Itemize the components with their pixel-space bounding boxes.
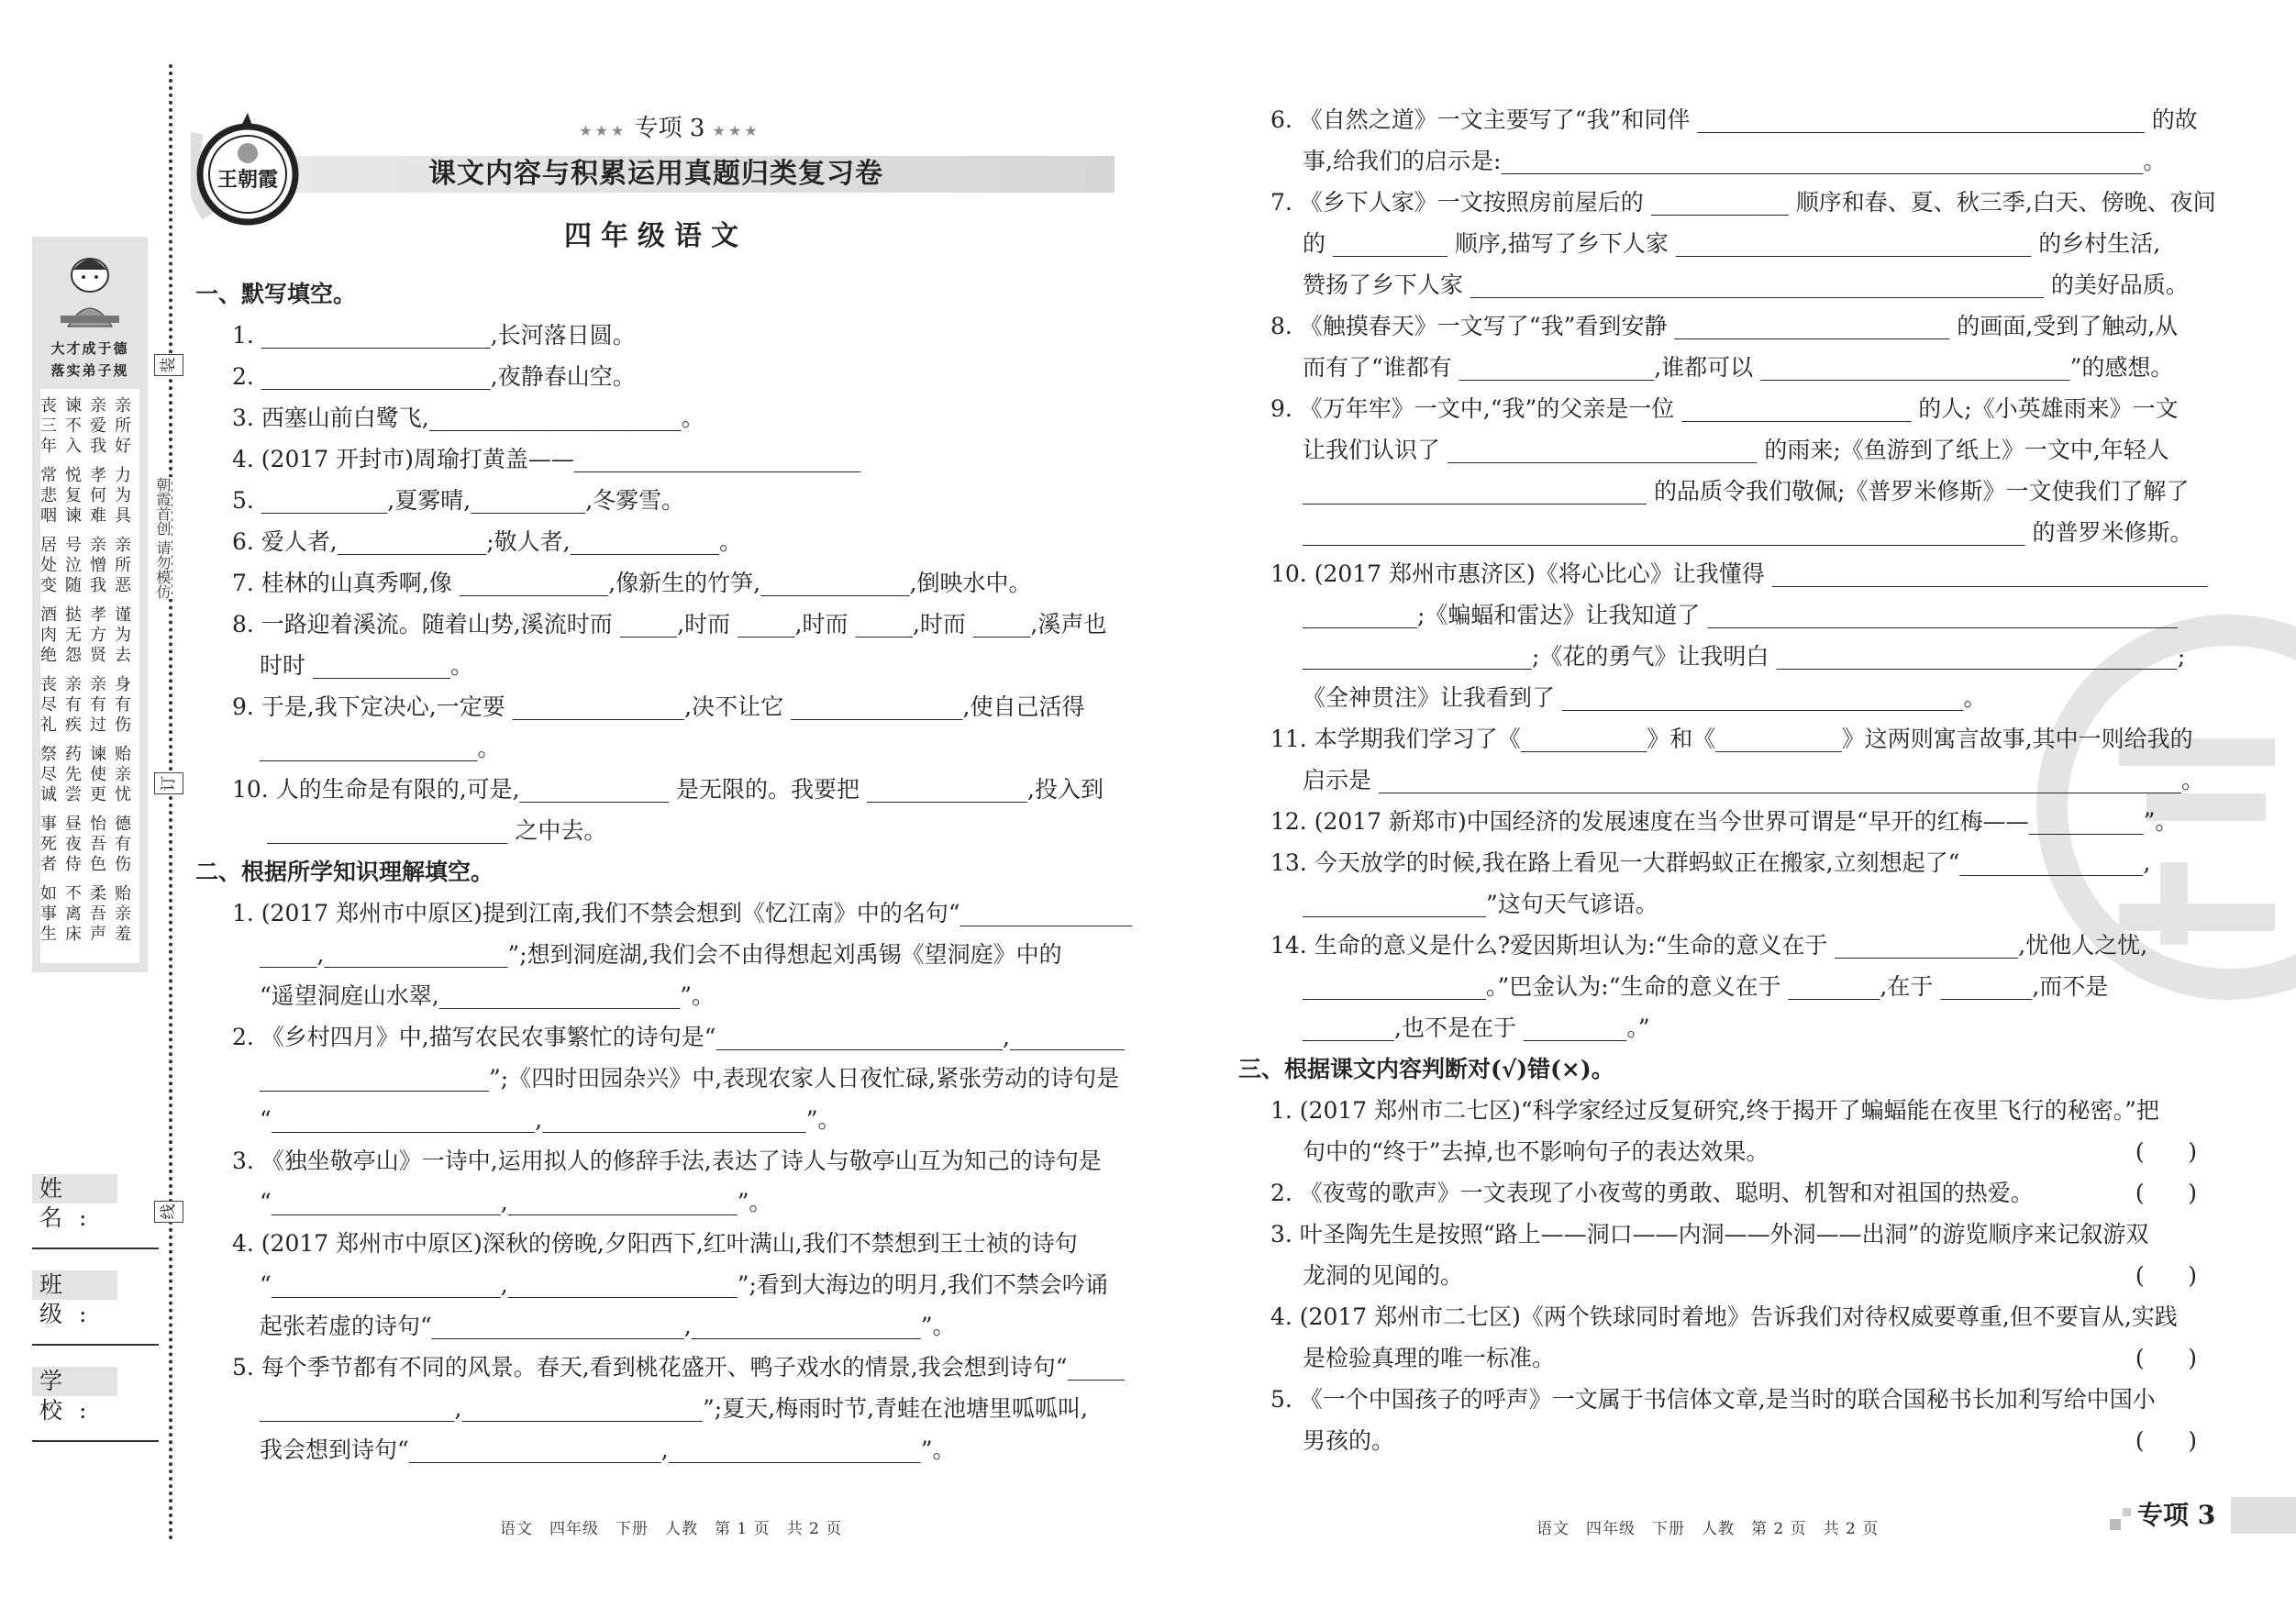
- question-line: [1238, 1379, 2197, 1420]
- question-text: 4. (2017 开封市)周瑜打黄盖——_________________________: [232, 446, 861, 472]
- question-line: [195, 356, 1159, 397]
- verse-row: 死夜吾有: [40, 835, 139, 854]
- question-text: “遥望洞庭山水翠,_____________________”。: [260, 982, 715, 1009]
- verse-row: 肉无方为: [40, 626, 139, 645]
- question-line: [1238, 182, 2216, 223]
- question-line: [195, 1140, 1159, 1181]
- class-label: 班级:: [32, 1270, 117, 1300]
- verse-row: 丧谏亲亲: [40, 396, 139, 416]
- question-text: _______________________________________________________________ 的普罗米修斯。: [1303, 519, 2193, 546]
- question-text: 6. 爱人者,_____________;敬人者,_____________。: [232, 528, 743, 555]
- question-line: [1238, 1172, 2197, 1214]
- question-text: 二、根据所学知识理解填空。: [195, 859, 494, 885]
- question-text: 6. 《自然之道》一文主要写了“我”和同伴 _______________________________________ 的故: [1270, 106, 2198, 133]
- question-text: 3. 西塞山前白鹭飞,______________________。: [232, 405, 704, 431]
- question-line: [1238, 553, 2208, 594]
- wangzhaoxia-logo: [191, 105, 310, 234]
- question-text: 11. 本学期我们学习了《___________》和《___________》这两则寓言故事,其中一则给我的: [1270, 726, 2193, 752]
- question-line: [195, 604, 1159, 645]
- question-text: ______________________________ 的品质令我们敬佩;《普罗米修斯》一文使我们了解了: [1303, 478, 2190, 505]
- question-text: 三、根据课文内容判断对(√)错(×)。: [1238, 1056, 1614, 1082]
- series-tab: [2110, 1497, 2296, 1534]
- question-line: [1238, 429, 2197, 471]
- question-line: [195, 769, 1159, 810]
- question-line: [195, 686, 1159, 727]
- question-line: [195, 1388, 1159, 1429]
- question-line: [1238, 388, 2197, 429]
- stars-left: ★★★: [579, 122, 627, 139]
- verse-block: [40, 884, 139, 945]
- question-line: [1238, 1007, 2197, 1048]
- question-text: 8. 一路迎着溪流。随着山势,溪流时而 _____,时而 _____,时而 _____,时而 _____,溪声也: [232, 611, 1107, 638]
- question-line: [195, 934, 1159, 975]
- question-line: [1238, 801, 2197, 842]
- question-line: [1238, 1337, 2197, 1379]
- question-text: 9. 《万年牢》一文中,“我”的父亲是一位 ____________________ 的人;《小英雄雨来》一文: [1270, 395, 2179, 422]
- page-title: 课文内容与积累运用真题归类复习卷: [428, 158, 883, 190]
- svg-text:王朝霞: 王朝霞: [216, 168, 279, 192]
- question-line: [1238, 636, 2197, 677]
- verse-row: 生床声羞: [40, 925, 139, 944]
- answer-parentheses[interactable]: ( ): [2135, 1138, 2197, 1165]
- question-text: 是检验真理的唯一标准。: [1303, 1345, 1556, 1371]
- school-label: 学校:: [32, 1367, 117, 1396]
- verse-block: [40, 605, 139, 666]
- question-text: “____________________,____________________”;看到大海边的明月,我们不禁会吟诵: [260, 1271, 1108, 1298]
- question-line: [1238, 718, 2197, 760]
- name-field[interactable]: [32, 1248, 159, 1249]
- question-line: [195, 893, 1159, 934]
- question-text: 5. 每个季节都有不同的风景。春天,看到桃花盛开、鸭子戏水的情景,我会想到诗句“_____: [232, 1354, 1125, 1381]
- question-text: 让我们认识了 ___________________________ 的雨来;《鱼游到了纸上》一文中,年轻人: [1303, 437, 2169, 463]
- sidebar-heading-1: 大才成于德: [50, 340, 129, 357]
- question-text: 8. 《触摸春天》一文写了“我”看到安静 ________________________ 的画面,受到了触动,从: [1270, 313, 2179, 339]
- verse-block: [40, 466, 139, 527]
- grade-subject: 四年级语文: [564, 220, 748, 252]
- verse-row: 酒挞孝谨: [40, 605, 139, 625]
- question-line: [195, 1223, 1159, 1264]
- question-text: 2. ____________________,夜静春山空。: [232, 363, 636, 390]
- question-line: [1238, 925, 2197, 966]
- question-line: [195, 1347, 1159, 1388]
- question-line: [1238, 842, 2197, 883]
- question-line: [1238, 1131, 2197, 1172]
- verse-block: [40, 745, 139, 805]
- right-question-column: [1238, 99, 2216, 1461]
- stars-right: ★★★: [712, 122, 760, 139]
- question-line: [1238, 1296, 2197, 1337]
- question-text: ________________。”巴金认为:“生命的意义在于 ________,在于 ________,而不是: [1303, 973, 2109, 1000]
- question-line: [195, 810, 1159, 851]
- question-text: 句中的“终于”去掉,也不影响句子的表达效果。: [1303, 1138, 1769, 1165]
- question-text: 的 __________ 顺序,描写了乡下人家 _______________________________ 的乡村生活,: [1303, 230, 2161, 257]
- question-line: [1238, 677, 2197, 718]
- question-text: 1. ____________________,长河落日圆。: [232, 322, 636, 349]
- question-text: 4. (2017 郑州市中原区)深秋的傍晚,夕阳西下,红叶满山,我们不禁想到王士祯的诗句: [232, 1230, 1078, 1257]
- verse-row: 悲复何为: [40, 486, 139, 505]
- verse-block: [40, 675, 139, 736]
- binding-mark-zhuang: 装: [154, 354, 183, 376]
- question-text: _____________________ 之中去。: [260, 817, 607, 844]
- verse-block: [40, 815, 139, 875]
- series-tab-label: 专项 3: [2137, 1500, 2216, 1530]
- verse-row: 事昼怡德: [40, 815, 139, 834]
- question-line: [195, 1099, 1159, 1140]
- question-text: 13. 今天放学的时候,我在路上看见一大群蚂蚁正在搬家,立刻想起了“________________,: [1270, 849, 2151, 876]
- section-heading: [195, 851, 1159, 893]
- question-text: 事,给我们的启示是:________________________________________________________。: [1303, 148, 2167, 174]
- question-text: 1. (2017 郑州市二七区)“科学家经过反复研究,终于揭开了蝙蝠能在夜里飞行的秘密。”把: [1270, 1097, 2159, 1124]
- question-text: 起张若虚的诗句“______________________,____________________”。: [260, 1313, 956, 1339]
- question-text: 14. 生命的意义是什么?爱因斯坦认为:“生命的意义在于 ________________,忧他人之忧,: [1270, 932, 2148, 959]
- answer-parentheses[interactable]: ( ): [2135, 1345, 2197, 1371]
- verse-row: 咽谏难具: [40, 506, 139, 526]
- question-text: 启示是 ______________________________________________________________________。: [1303, 767, 2204, 793]
- question-line: [1238, 1090, 2197, 1131]
- verse-block: [40, 536, 139, 596]
- question-text: _____,________________”;想到洞庭湖,我们会不由得想起刘禹锡《望洞庭》中的: [260, 941, 1062, 968]
- verse-row: 如不柔贻: [40, 884, 139, 904]
- question-line: [195, 1058, 1159, 1099]
- question-line: [195, 1016, 1159, 1058]
- question-text: 3. 《独坐敬亭山》一诗中,运用拟人的修辞手法,表达了诗人与敬亭山互为知己的诗句是: [232, 1148, 1102, 1174]
- question-text: ________,也不是在于 _________。”: [1303, 1015, 1650, 1041]
- question-text: 男孩的。: [1303, 1427, 1395, 1454]
- dizigui-sidebar: [32, 237, 148, 972]
- question-text: ____________________”;《四时田园杂兴》中,表现农家人日夜忙碌,紧张劳动的诗句是: [260, 1065, 1120, 1092]
- answer-parentheses[interactable]: ( ): [2135, 1180, 2197, 1206]
- question-line: [195, 1181, 1159, 1223]
- question-line: [195, 645, 1159, 686]
- question-line: [195, 727, 1159, 769]
- question-text: 《全神贯注》让我看到了 ___________________________________。: [1303, 684, 1987, 711]
- question-line: [195, 1429, 1159, 1470]
- question-line: [1238, 760, 2204, 801]
- question-line: [195, 315, 1159, 356]
- section-heading: [195, 273, 1159, 315]
- class-field[interactable]: [32, 1344, 159, 1346]
- left-question-column: [195, 273, 1159, 1470]
- binding-mark-ding: 订: [154, 772, 183, 794]
- question-text: 12. (2017 新郑市)中国经济的发展速度在当今世界可谓是“早开的红梅——__________”。: [1270, 808, 2179, 835]
- question-line: [1238, 347, 2197, 388]
- question-text: 2. 《乡村四月》中,描写农民农事繁忙的诗句是“_________________________,__________: [232, 1024, 1125, 1050]
- question-line: [195, 562, 1159, 604]
- question-text: “____________________,____________________”。: [260, 1189, 772, 1215]
- verse-row: 尽先使亲: [40, 765, 139, 784]
- verse-row: 诚尝更忧: [40, 785, 139, 804]
- question-text: “_______________________,_______________________”。: [260, 1106, 841, 1133]
- question-line: [195, 975, 1159, 1016]
- question-line: [1238, 305, 2197, 347]
- verse-row: 者侍色伤: [40, 855, 139, 874]
- question-line: [1238, 1255, 2197, 1296]
- verse-row: 常悦孝力: [40, 466, 139, 485]
- question-text: 时时 ____________。: [260, 652, 473, 679]
- question-line: [1238, 1214, 2197, 1255]
- verse-row: 丧亲亲身: [40, 675, 139, 694]
- question-line: [1238, 264, 2197, 305]
- question-line: [1238, 140, 2197, 182]
- question-text: ____________________;《花的勇气》让我明白 ___________________________________;: [1303, 643, 2186, 670]
- verse-row: 年入我好: [40, 437, 139, 456]
- question-text: ________________”这句天气谚语。: [1303, 891, 1658, 917]
- verse-block: [40, 396, 139, 457]
- question-line: [1238, 594, 2197, 636]
- sidebar-heading-2: 落实弟子规: [50, 362, 129, 379]
- question-text: 5. ___________,夏雾晴,__________,冬雾雪。: [232, 487, 685, 514]
- question-text: 7. 桂林的山真秀啊,像 _____________,像新生的竹笋,_____________,倒映水中。: [232, 570, 1032, 596]
- question-text: 5. 《一个中国孩子的呼声》一文属于书信体文章,是当时的联合国秘书长加利写给中国小: [1270, 1386, 2156, 1413]
- name-label: 姓名:: [32, 1174, 117, 1203]
- question-line: [195, 1305, 1159, 1347]
- question-text: _________________,_____________________”;夏天,梅雨时节,青蛙在池塘里呱呱叫,: [260, 1395, 1088, 1422]
- question-text: 而有了“谁都有 _________________,谁都可以 ___________________________”的感想。: [1303, 354, 2174, 381]
- question-line: [195, 521, 1159, 562]
- series-label: [385, 113, 954, 147]
- question-text: __________;《蝙蝠和雷达》让我知道了 _________________________________________: [1303, 602, 2178, 628]
- question-line: [195, 438, 1159, 480]
- question-line: [1238, 512, 2197, 553]
- footer-page-2: 语文 四年级 下册 人教 第 2 页 共 2 页: [1536, 1520, 1880, 1538]
- question-line: [1238, 471, 2197, 512]
- question-text: 赞扬了乡下人家 __________________________________________________ 的美好品质。: [1303, 272, 2189, 298]
- verse-row: 绝怨贤去: [40, 646, 139, 665]
- verse-row: 事离吾亲: [40, 904, 139, 924]
- question-line: [1238, 223, 2197, 264]
- binding-mark-xian: 线: [154, 1201, 183, 1223]
- verse-row: 祭药谏贻: [40, 745, 139, 764]
- verse-row: 礼疾过伤: [40, 715, 139, 735]
- school-field[interactable]: [32, 1440, 159, 1442]
- footer-page-1: 语文 四年级 下册 人教 第 1 页 共 2 页: [500, 1520, 843, 1538]
- question-text: 9. 于是,我下定决心,一定要 _______________,决不让它 _______________,使自己活得: [232, 693, 1085, 720]
- verse-row: 变随我恶: [40, 576, 139, 595]
- question-text: 1. (2017 郑州市中原区)提到江南,我们不禁会想到《忆江南》中的名句“_______________: [232, 900, 1133, 926]
- question-text: 3. 叶圣陶先生是按照“路上——洞口——内洞——外洞——出洞”的游览顺序来记叙游双: [1270, 1221, 2149, 1248]
- question-text: 我会想到诗句“______________________,______________________”。: [260, 1436, 956, 1463]
- question-text: 10. (2017 郑州市惠济区)《将心比心》让我懂得 ______________________________________: [1270, 560, 2208, 587]
- verse-row: 三不爱所: [40, 416, 139, 436]
- question-line: [195, 1264, 1159, 1305]
- dizigui-verses: [40, 389, 139, 963]
- question-text: 10. 人的生命是有限的,可是,_____________ 是无限的。我要把 ______________,投入到: [232, 776, 1104, 803]
- question-line: [195, 480, 1159, 521]
- question-line: [1238, 99, 2197, 140]
- question-line: [195, 397, 1159, 438]
- question-line: [1238, 966, 2197, 1007]
- series-text: 专项 3: [634, 115, 705, 142]
- answer-parentheses[interactable]: ( ): [2135, 1427, 2197, 1454]
- verse-row: 居号亲亲: [40, 536, 139, 555]
- answer-parentheses[interactable]: ( ): [2135, 1262, 2197, 1289]
- question-text: 7. 《乡下人家》一文按照房前屋后的 ____________ 顺序和春、夏、秋三季,白天、傍晚、夜间: [1270, 189, 2216, 216]
- question-text: 2. 《夜莺的歌声》一文表现了小夜莺的勇敢、聪明、机智和对祖国的热爱。: [1270, 1180, 2034, 1206]
- question-text: 一、默写填空。: [195, 281, 357, 307]
- question-line: [1238, 883, 2197, 925]
- verse-row: 处泣憎所: [40, 556, 139, 575]
- question-text: 龙洞的见闻的。: [1303, 1262, 1464, 1289]
- question-line: [1238, 1420, 2197, 1461]
- binding-dotted-line: [169, 64, 172, 1541]
- child-reading-icon: [55, 244, 125, 336]
- section-heading: [1238, 1048, 2197, 1090]
- question-text: ___________________。: [260, 735, 501, 761]
- verse-row: 尽有有有: [40, 695, 139, 715]
- copyright-notice: 朝霞首创 请勿模仿: [151, 477, 172, 599]
- question-text: 4. (2017 郑州市二七区)《两个铁球同时着地》告诉我们对待权威要尊重,但不要盲从,实践: [1270, 1303, 2178, 1330]
